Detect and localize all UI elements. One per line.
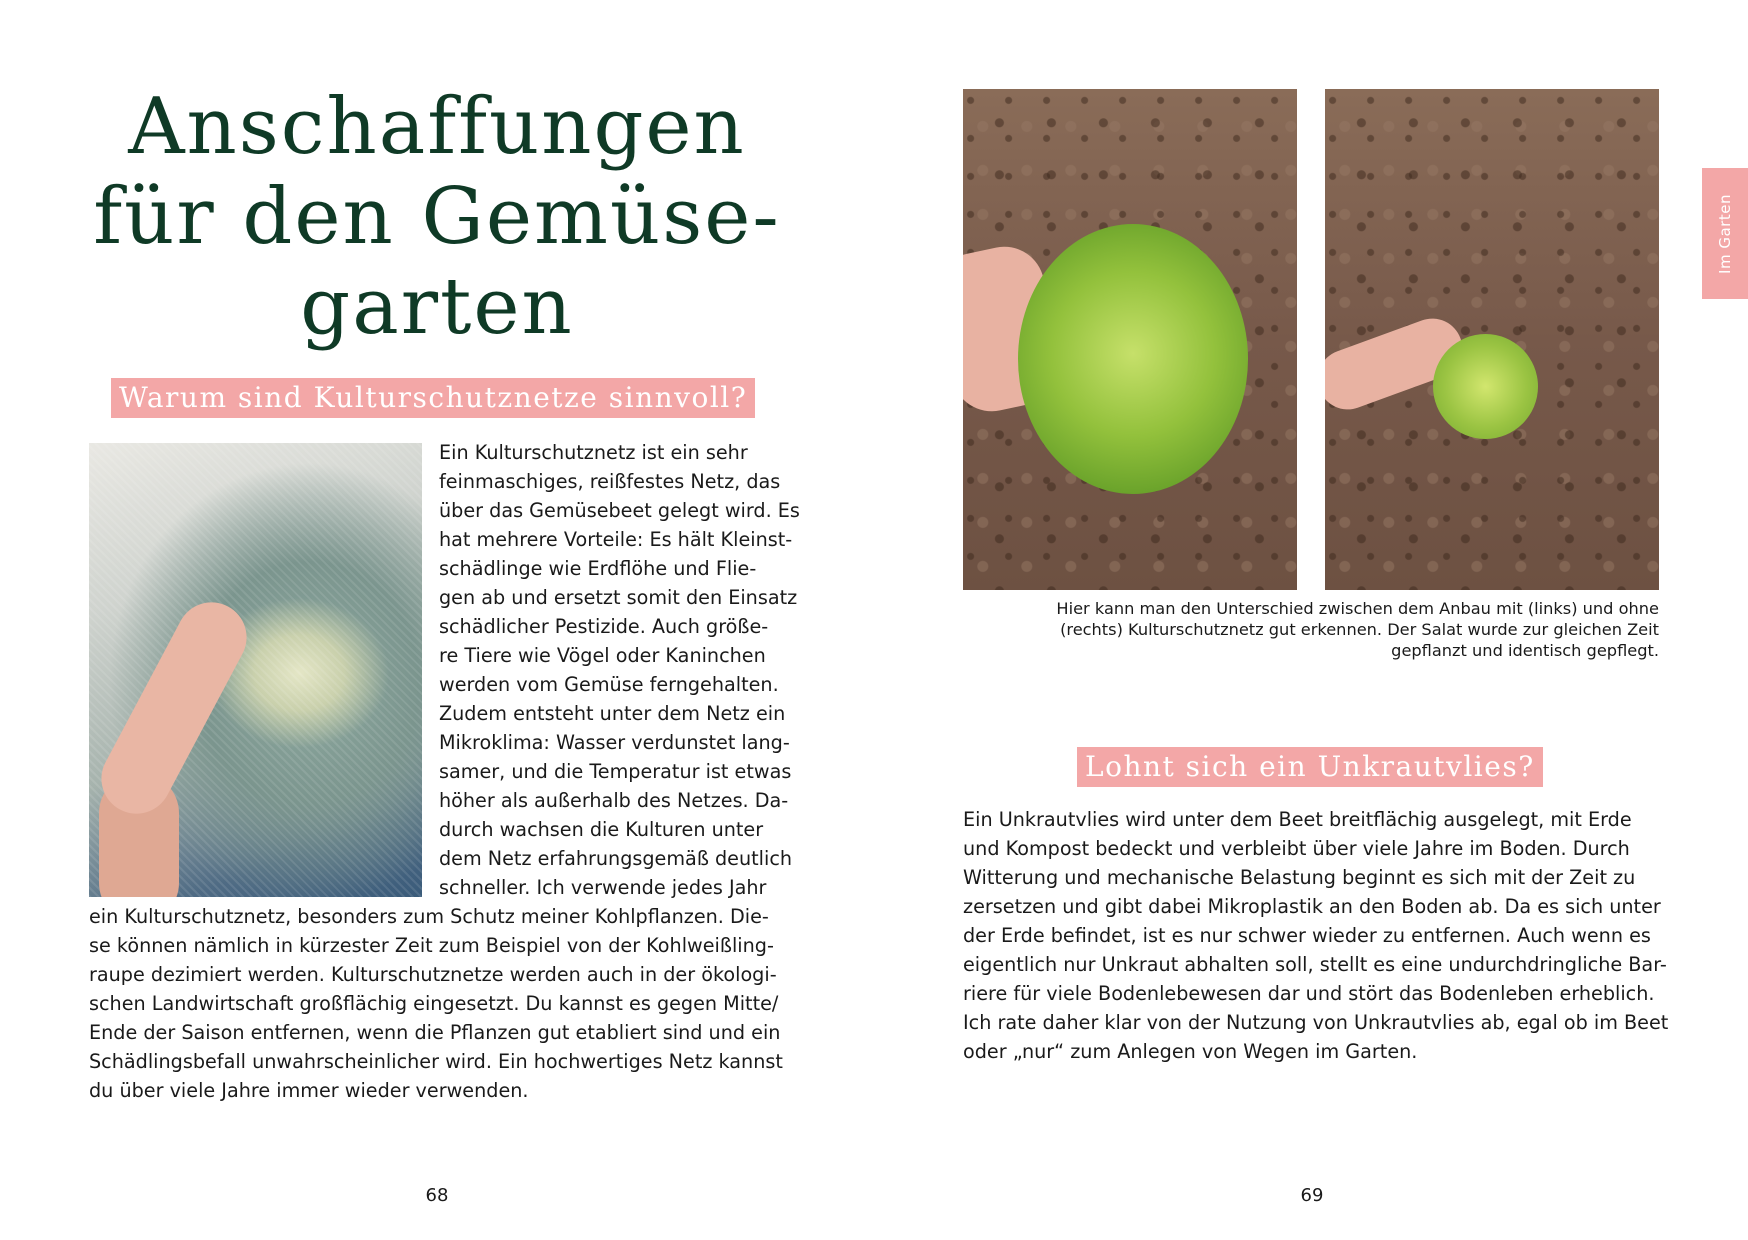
caption-line: (rechts) Kulturschutznetz gut erkennen. Der Salat wurde zur gleichen Zeit <box>1060 620 1659 639</box>
caption-line: Hier kann man den Unterschied zwischen dem Anbau mit (links) und ohne <box>1056 599 1659 618</box>
text-line: Zudem entsteht unter dem Netz ein <box>439 702 786 725</box>
text-line: samer, und die Temperatur ist etwas <box>439 760 792 783</box>
title-line: für den Gemüse- <box>93 172 781 262</box>
lettuce-without-net-photo <box>1325 89 1659 590</box>
text-line: und Kompost bedeckt und verbleibt über viele Jahre im Boden. Durch <box>963 837 1630 860</box>
text-line: Ein Unkrautvlies wird unter dem Beet breitflächig ausgelegt, mit Erde <box>963 808 1632 831</box>
text-line: eigentlich nur Unkraut abhalten soll, stellt es eine undurchdringliche Bar- <box>963 953 1667 976</box>
text-line: Schädlingsbefall unwahrscheinlicher wird. Ein hochwertiges Netz kannst <box>89 1050 783 1073</box>
photo-caption <box>963 598 1659 661</box>
title-line: garten <box>300 262 574 352</box>
text-line: zersetzen und gibt dabei Mikroplastik an den Boden ab. Da es sich unter <box>963 895 1661 918</box>
text-line: feinmaschiges, reißfestes Netz, das <box>439 470 781 493</box>
chapter-side-tab <box>1702 168 1748 299</box>
text-line: dem Netz erfahrungsgemäß deutlich <box>439 847 793 870</box>
text-line: schen Landwirtschaft großflächig eingesetzt. Du kannst es gegen Mitte/ <box>89 992 779 1015</box>
right-page <box>874 0 1748 1240</box>
caption-line: gepflanzt und identisch gepflegt. <box>1391 641 1659 660</box>
text-line: schneller. Ich verwende jedes Jahr <box>439 876 767 899</box>
cabbage-under-net-photo <box>89 443 422 897</box>
text-line: gen ab und ersetzt somit den Einsatz <box>439 586 798 609</box>
lettuce-head-small <box>1433 334 1538 439</box>
text-line: riere für viele Bodenlebewesen dar und stört das Bodenleben erheblich. <box>963 982 1655 1005</box>
title-line: Anschaffungen <box>128 82 746 172</box>
text-line: Ich rate daher klar von der Nutzung von Unkrautvlies ab, egal ob im Beet <box>963 1011 1669 1034</box>
text-line: Mikroklima: Wasser verdunstet lang- <box>439 731 790 754</box>
text-line: oder „nur“ zum Anlegen von Wegen im Garten. <box>963 1040 1418 1063</box>
section-heading-kulturschutznetze: Warum sind Kulturschutznetze sinnvoll? <box>111 378 755 418</box>
lettuce-head-large <box>1018 224 1248 494</box>
text-line: Witterung und mechanische Belastung beginnt es sich mit der Zeit zu <box>963 866 1636 889</box>
body-text-unkrautvlies <box>963 805 1669 1066</box>
text-line: raupe dezimiert werden. Kulturschutznetze werden auch in der ökologi- <box>89 963 777 986</box>
text-line: Ein Kulturschutznetz ist ein sehr <box>439 441 748 464</box>
body-text-wrapped <box>439 438 800 902</box>
lettuce-with-net-photo <box>963 89 1297 590</box>
body-text-full-width <box>89 902 787 1105</box>
text-line: schädlinge wie Erdflöhe und Flie- <box>439 557 757 580</box>
text-line: du über viele Jahre immer wieder verwenden. <box>89 1079 529 1102</box>
text-line: se können nämlich in kürzester Zeit zum Beispiel von der Kohlweißling- <box>89 934 774 957</box>
page-title <box>40 82 834 352</box>
page-number: 68 <box>425 1185 449 1206</box>
text-line: der Erde befindet, ist es nur schwer wieder zu entfernen. Auch wenn es <box>963 924 1651 947</box>
text-line: werden vom Gemüse ferngehalten. <box>439 673 779 696</box>
page-number: 69 <box>1300 1185 1324 1206</box>
chapter-side-tab-label: Im Garten <box>1716 193 1734 274</box>
text-line: schädlicher Pestizide. Auch größe- <box>439 615 769 638</box>
section-heading-unkrautvlies: Lohnt sich ein Unkrautvlies? <box>1077 747 1543 787</box>
text-line: ein Kulturschutznetz, besonders zum Schutz meiner Kohlpflanzen. Die- <box>89 905 769 928</box>
text-line: durch wachsen die Kulturen unter <box>439 818 764 841</box>
text-line: höher als außerhalb des Netzes. Da- <box>439 789 789 812</box>
text-line: Ende der Saison entfernen, wenn die Pflanzen gut etabliert sind und ein <box>89 1021 781 1044</box>
text-line: re Tiere wie Vögel oder Kaninchen <box>439 644 766 667</box>
text-line: über das Gemüsebeet gelegt wird. Es <box>439 499 800 522</box>
text-line: hat mehrere Vorteile: Es hält Kleinst- <box>439 528 793 551</box>
